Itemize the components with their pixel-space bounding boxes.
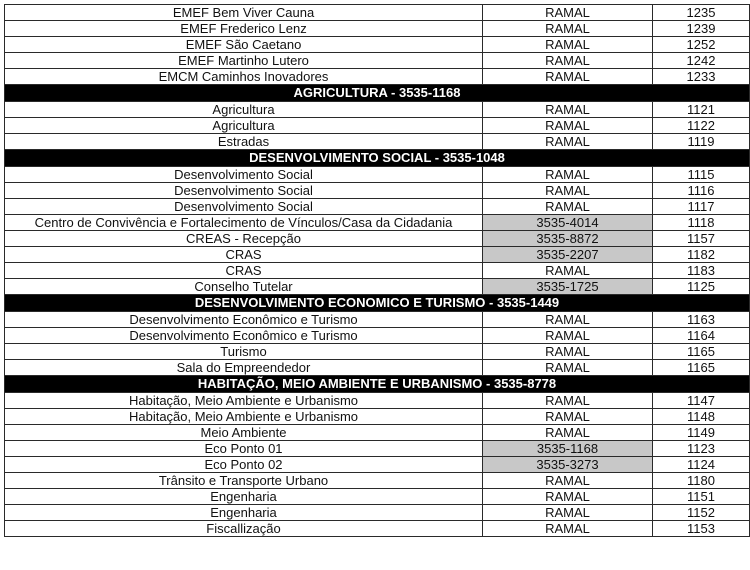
phone-cell: RAMAL bbox=[483, 473, 653, 489]
extension-cell: 1164 bbox=[653, 328, 750, 344]
extension-cell: 1180 bbox=[653, 473, 750, 489]
phone-cell: RAMAL bbox=[483, 134, 653, 150]
phone-cell: RAMAL bbox=[483, 312, 653, 328]
table-row bbox=[5, 134, 750, 150]
table-row bbox=[5, 505, 750, 521]
phone-cell: RAMAL bbox=[483, 102, 653, 118]
section-title: AGRICULTURA - 3535-1168 bbox=[5, 85, 750, 102]
table-row bbox=[5, 69, 750, 85]
extension-cell: 1235 bbox=[653, 5, 750, 21]
extension-cell: 1157 bbox=[653, 231, 750, 247]
phone-cell: 3535-2207 bbox=[483, 247, 653, 263]
phone-cell: 3535-3273 bbox=[483, 457, 653, 473]
extension-cell: 1125 bbox=[653, 279, 750, 295]
extension-cell: 1147 bbox=[653, 393, 750, 409]
phone-cell: RAMAL bbox=[483, 328, 653, 344]
table-row bbox=[5, 328, 750, 344]
department-name-cell: Fiscallização bbox=[5, 521, 483, 537]
extension-cell: 1119 bbox=[653, 134, 750, 150]
extension-cell: 1121 bbox=[653, 102, 750, 118]
table-row bbox=[5, 183, 750, 199]
table-row bbox=[5, 521, 750, 537]
department-name-cell: Engenharia bbox=[5, 505, 483, 521]
table-row bbox=[5, 118, 750, 134]
phone-cell: 3535-4014 bbox=[483, 215, 653, 231]
table-row bbox=[5, 360, 750, 376]
department-name-cell: Desenvolvimento Econômico e Turismo bbox=[5, 312, 483, 328]
phone-cell: RAMAL bbox=[483, 521, 653, 537]
department-name-cell: EMCM Caminhos Inovadores bbox=[5, 69, 483, 85]
phone-cell: RAMAL bbox=[483, 183, 653, 199]
extension-cell: 1148 bbox=[653, 409, 750, 425]
table-row bbox=[5, 457, 750, 473]
extension-cell: 1123 bbox=[653, 441, 750, 457]
department-name-cell: Agricultura bbox=[5, 102, 483, 118]
department-name-cell: Agricultura bbox=[5, 118, 483, 134]
department-name-cell: EMEF Frederico Lenz bbox=[5, 21, 483, 37]
table-row bbox=[5, 409, 750, 425]
extension-cell: 1149 bbox=[653, 425, 750, 441]
extension-cell: 1182 bbox=[653, 247, 750, 263]
section-header-row bbox=[5, 85, 750, 102]
extension-cell: 1242 bbox=[653, 53, 750, 69]
department-name-cell: Habitação, Meio Ambiente e Urbanismo bbox=[5, 409, 483, 425]
department-name-cell: Eco Ponto 01 bbox=[5, 441, 483, 457]
phone-cell: RAMAL bbox=[483, 37, 653, 53]
phone-cell: RAMAL bbox=[483, 425, 653, 441]
department-name-cell: Conselho Tutelar bbox=[5, 279, 483, 295]
phone-cell: RAMAL bbox=[483, 489, 653, 505]
department-name-cell: Centro de Convivência e Fortalecimento de Vínculos/Casa da Cidadania bbox=[5, 215, 483, 231]
phone-cell: 3535-8872 bbox=[483, 231, 653, 247]
table-row bbox=[5, 199, 750, 215]
extension-cell: 1165 bbox=[653, 344, 750, 360]
extension-cell: 1252 bbox=[653, 37, 750, 53]
department-name-cell: Meio Ambiente bbox=[5, 425, 483, 441]
department-name-cell: Sala do Empreendedor bbox=[5, 360, 483, 376]
table-row bbox=[5, 489, 750, 505]
table-row bbox=[5, 441, 750, 457]
department-name-cell: Desenvolvimento Social bbox=[5, 183, 483, 199]
department-name-cell: Estradas bbox=[5, 134, 483, 150]
department-name-cell: Desenvolvimento Econômico e Turismo bbox=[5, 328, 483, 344]
department-name-cell: CRAS bbox=[5, 247, 483, 263]
phone-cell: RAMAL bbox=[483, 360, 653, 376]
section-title: DESENVOLVIMENTO ECONOMICO E TURISMO - 3535-1449 bbox=[5, 295, 750, 312]
extension-cell: 1151 bbox=[653, 489, 750, 505]
department-name-cell: Eco Ponto 02 bbox=[5, 457, 483, 473]
phone-cell: RAMAL bbox=[483, 118, 653, 134]
phone-cell: RAMAL bbox=[483, 69, 653, 85]
extension-cell: 1239 bbox=[653, 21, 750, 37]
table-row bbox=[5, 247, 750, 263]
extension-cell: 1152 bbox=[653, 505, 750, 521]
extension-cell: 1116 bbox=[653, 183, 750, 199]
department-name-cell: Trânsito e Transporte Urbano bbox=[5, 473, 483, 489]
phone-cell: RAMAL bbox=[483, 505, 653, 521]
section-title: DESENVOLVIMENTO SOCIAL - 3535-1048 bbox=[5, 150, 750, 167]
phone-directory-table bbox=[4, 4, 750, 537]
phone-cell: RAMAL bbox=[483, 167, 653, 183]
table-row bbox=[5, 263, 750, 279]
table-row bbox=[5, 312, 750, 328]
table-row bbox=[5, 215, 750, 231]
section-header-row bbox=[5, 150, 750, 167]
extension-cell: 1163 bbox=[653, 312, 750, 328]
department-name-cell: EMEF São Caetano bbox=[5, 37, 483, 53]
department-name-cell: CRAS bbox=[5, 263, 483, 279]
extension-cell: 1124 bbox=[653, 457, 750, 473]
extension-cell: 1233 bbox=[653, 69, 750, 85]
section-header-row bbox=[5, 295, 750, 312]
table-row bbox=[5, 53, 750, 69]
extension-cell: 1183 bbox=[653, 263, 750, 279]
extension-cell: 1153 bbox=[653, 521, 750, 537]
extension-cell: 1165 bbox=[653, 360, 750, 376]
table-row bbox=[5, 167, 750, 183]
table-row bbox=[5, 279, 750, 295]
table-row bbox=[5, 102, 750, 118]
department-name-cell: CREAS - Recepção bbox=[5, 231, 483, 247]
table-row bbox=[5, 5, 750, 21]
section-header-row bbox=[5, 376, 750, 393]
phone-cell: RAMAL bbox=[483, 199, 653, 215]
table-row bbox=[5, 37, 750, 53]
phone-cell: RAMAL bbox=[483, 344, 653, 360]
phone-cell: 3535-1168 bbox=[483, 441, 653, 457]
table-row bbox=[5, 231, 750, 247]
department-name-cell: Habitação, Meio Ambiente e Urbanismo bbox=[5, 393, 483, 409]
department-name-cell: Desenvolvimento Social bbox=[5, 167, 483, 183]
extension-cell: 1117 bbox=[653, 199, 750, 215]
phone-cell: RAMAL bbox=[483, 263, 653, 279]
phone-directory-body bbox=[5, 5, 750, 537]
extension-cell: 1115 bbox=[653, 167, 750, 183]
extension-cell: 1122 bbox=[653, 118, 750, 134]
phone-cell: 3535-1725 bbox=[483, 279, 653, 295]
department-name-cell: Desenvolvimento Social bbox=[5, 199, 483, 215]
section-title: HABITAÇÃO, MEIO AMBIENTE E URBANISMO - 3535-8778 bbox=[5, 376, 750, 393]
phone-cell: RAMAL bbox=[483, 409, 653, 425]
table-row bbox=[5, 393, 750, 409]
phone-cell: RAMAL bbox=[483, 53, 653, 69]
phone-cell: RAMAL bbox=[483, 21, 653, 37]
department-name-cell: EMEF Martinho Lutero bbox=[5, 53, 483, 69]
table-row bbox=[5, 425, 750, 441]
department-name-cell: EMEF Bem Viver Cauna bbox=[5, 5, 483, 21]
table-row bbox=[5, 21, 750, 37]
department-name-cell: Turismo bbox=[5, 344, 483, 360]
extension-cell: 1118 bbox=[653, 215, 750, 231]
table-row bbox=[5, 473, 750, 489]
phone-cell: RAMAL bbox=[483, 393, 653, 409]
department-name-cell: Engenharia bbox=[5, 489, 483, 505]
phone-cell: RAMAL bbox=[483, 5, 653, 21]
table-row bbox=[5, 344, 750, 360]
